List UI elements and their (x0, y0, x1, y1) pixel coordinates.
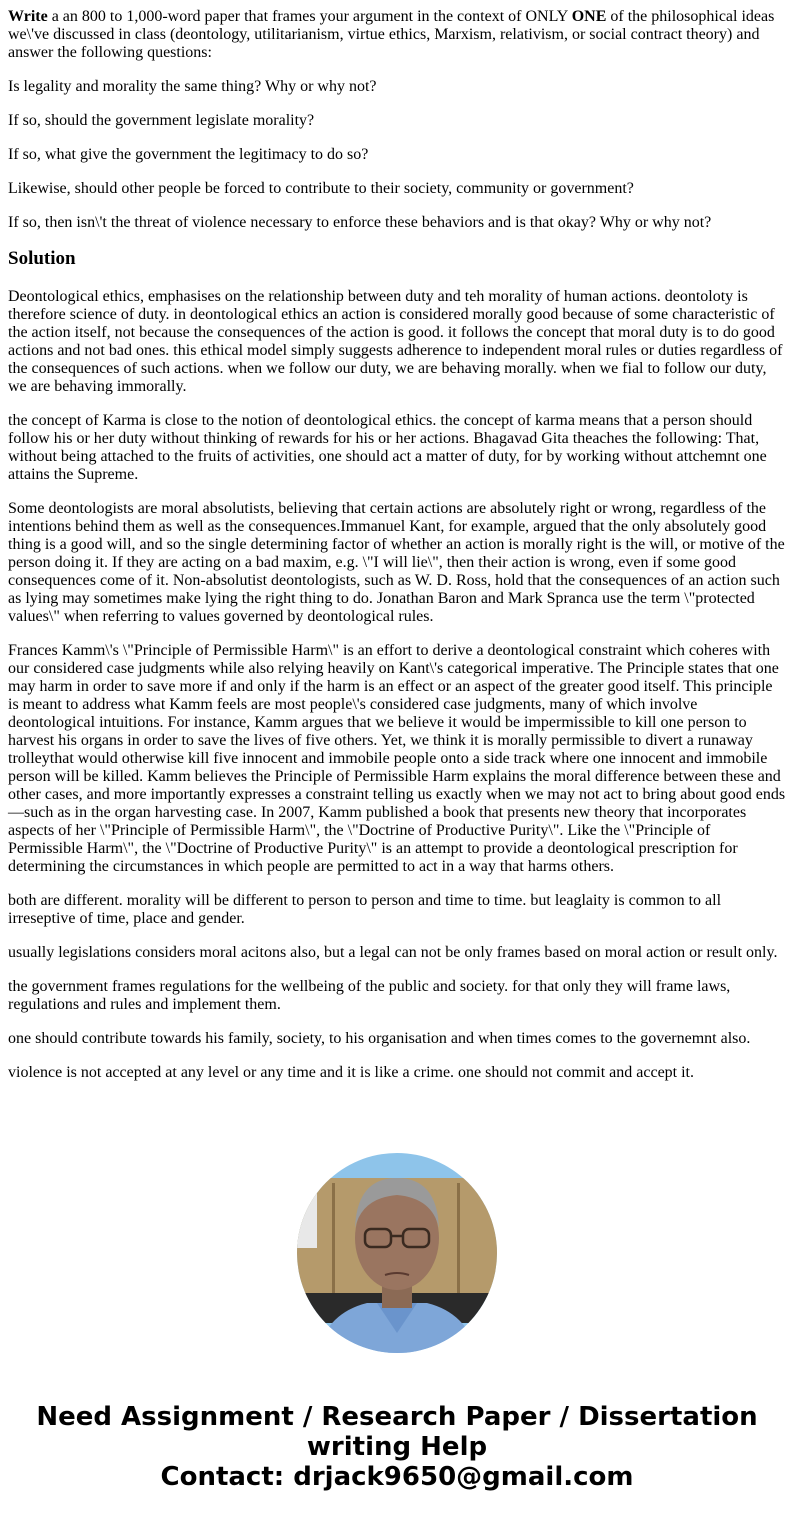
promo-line-1: Need Assignment / Research Paper / Dissertation (36, 1402, 758, 1432)
promo-banner (0, 1402, 794, 1492)
author-avatar (297, 1153, 497, 1353)
promo-contact: Contact: drjack9650@gmail.com (160, 1462, 634, 1492)
promo-line-2: writing Help (306, 1432, 488, 1462)
intro-bold-one: ONE (571, 8, 607, 25)
question-item: If so, what give the government the legitimacy to do so? (8, 146, 369, 163)
intro-text: a an 800 to 1,000-word paper that frames your argument in the context of ONLY (47, 8, 572, 25)
solution-paragraph: violence is not accepted at any level or any time and it is like a crime. one should not commit and accept it. (8, 1064, 694, 1081)
solution-paragraph: the government frames regulations for the wellbeing of the public and society. for that only they will frame laws, regulations and rules and implement them. (8, 978, 731, 1013)
solution-heading: Solution (8, 248, 76, 269)
question-item: If so, should the government legislate morality? (8, 112, 315, 129)
solution-paragraph: Deontological ethics, emphasises on the relationship between duty and teh morality of human actions. deontoloty is therefore science of duty. in deontological ethics an action is considered morally good because of some characteristic of the action itself, not because the consequences of the action is good. it follows the concept that moral duty is to do good actions and not bad ones. this ethical model simply suggests adherence to independent moral rules or duties regardless of the consequences of such actions. when we follow our duty, we are behaving morally. when we fial to follow our duty, we are behaving immorally. (8, 288, 783, 395)
solution-paragraph: Some deontologists are moral absolutists, believing that certain actions are absolutely right or wrong, regardless of the intentions behind them as well as the consequences.Immanuel Kant, for example, argued that the only absolutely good thing is a good will, and so the single determining factor of whether an action is morally right is the will, or motive of the person doing it. If they are acting on a bad maxim, e.g. \"I will lie\", then their action is wrong, even if some good consequences come of it. Non-absolutist deontologists, such as W. D. Ross, hold that the consequences of an action such as lying may sometimes make lying the right thing to do. Jonathan Baron and Mark Spranca use the term \"protected values\" when referring to values governed by deontological rules. (8, 500, 785, 625)
solution-paragraph: Frances Kamm\'s \"Principle of Permissible Harm\" is an effort to derive a deontological constraint which coheres with our considered case judgments while also relying heavily on Kant\'s categorical imperative. The Principle states that one may harm in order to save more if and only if the harm is an effect or an aspect of the greater good itself. This principle is meant to address what Kamm feels are most people\'s considered case judgments, many of which involve deontological intuitions. For instance, Kamm argues that we believe it would be impermissible to kill one person to harvest his organs in order to save the lives of five others. Yet, we think it is morally permissible to divert a runaway trolleythat would otherwise kill five innocent and immobile people onto a side track where one innocent and immobile person will be killed. Kamm believes the Principle of Permissible Harm explains the moral difference between these and other cases, and more importantly expresses a constraint telling us exactly when we may not act to bring about good ends—such as in the organ harvesting case. In 2007, Kamm published a book that presents new theory that incorporates aspects of her \"Principle of Permissible Harm\", the \"Doctrine of Productive Purity\". Like the \"Principle of Permissible Harm\", the \"Doctrine of Productive Purity\" is an attempt to provide a deontological prescription for determining the circumstances in which people are permitted to act in a way that harms others. (8, 642, 786, 875)
question-item: Likewise, should other people be forced to contribute to their society, community or government? (8, 180, 634, 197)
question-item: If so, then isn\'t the threat of violence necessary to enforce these behaviors and is that okay? Why or why not? (8, 214, 712, 231)
assignment-question (8, 8, 786, 232)
intro-text-cont: of the philosophical ideas we\'ve discussed in class (deontology, utilitarianism, virtue ethics, Marxism, relativism, or social contract theory) and answer the following questions: (8, 8, 775, 61)
solution-section (8, 248, 786, 1082)
solution-paragraph: one should contribute towards his family, society, to his organisation and when times comes to the governemnt also. (8, 1030, 751, 1047)
question-item: Is legality and morality the same thing? Why or why not? (8, 78, 377, 95)
solution-paragraph: the concept of Karma is close to the notion of deontological ethics. the concept of karma means that a person should follow his or her duty without thinking of rewards for his or her actions. Bhagavad Gita theaches the following: That, without being attached to the fruits of activities, one should act a matter of duty, for by working without attchemnt one attains the Supreme. (8, 412, 767, 483)
intro-bold-write: Write (8, 8, 48, 25)
solution-paragraph: both are different. morality will be different to person to person and time to time. but leaglaity is common to all irreseptive of time, place and gender. (8, 892, 722, 927)
question-intro (8, 8, 786, 62)
solution-paragraph: usually legislations considers moral acitons also, but a legal can not be only frames based on moral action or result only. (8, 944, 778, 961)
person-portrait-icon (297, 1153, 497, 1353)
